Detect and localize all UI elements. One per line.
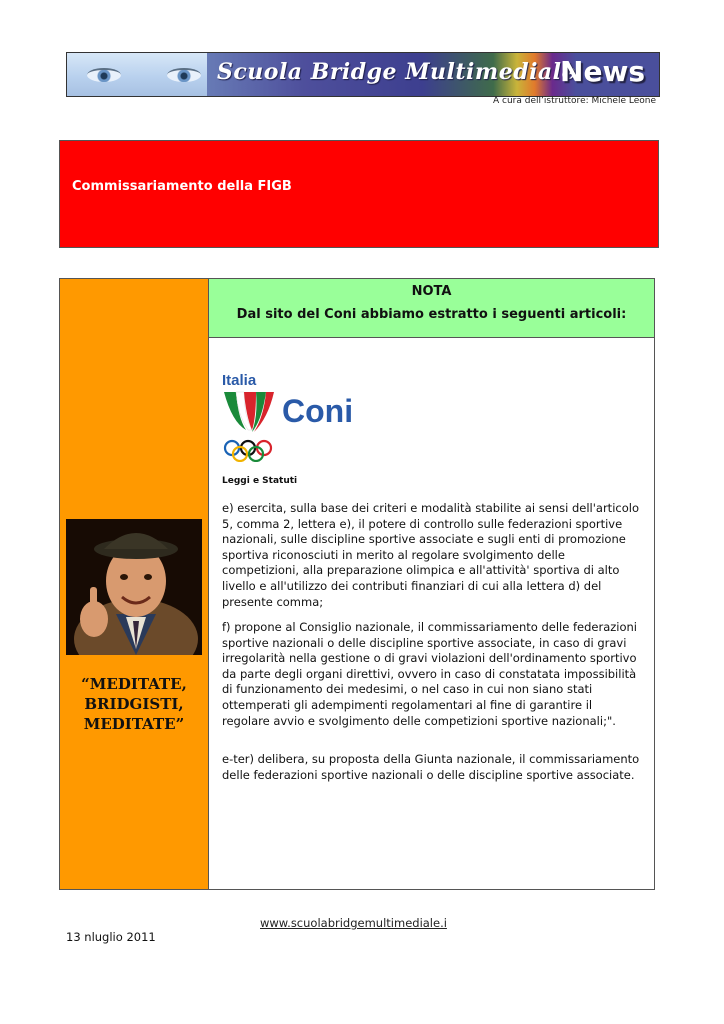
banner-title: Scuola Bridge Multimediale	[217, 59, 577, 85]
logo-line1: Italia	[222, 372, 257, 389]
coni-logo	[222, 370, 372, 462]
portrait-illustration	[66, 519, 202, 655]
article-paragraph: e) esercita, sulla base dei criteri e modalità stabilite ai sensi dell'articolo 5, comma 2, lettera e), il potere di controllo sulle federazioni sportive nazionali, sulle discipline sportive associate e sugli enti di promozione sportiva riconosciuti in merito al regolare svolgimento delle competizioni, alla preparazione olimpica e all'attività' sportiva di alto livello e all'utilizzo dei contributi finanziari di cui alla lettera d) del presente comma;	[222, 501, 639, 609]
issue-date: 13 nluglio 2011	[66, 930, 156, 944]
eyes-image	[67, 53, 207, 96]
portrait-photo	[66, 519, 202, 655]
sidebar-quote: “MEDITATE, BRIDGISTI, MEDITATE”	[81, 675, 187, 733]
right-eye-icon	[167, 68, 201, 82]
section-title: Commissariamento della FIGB	[72, 179, 292, 194]
article-paragraph: f) propone al Consiglio nazionale, il commissariamento delle federazioni sportive nazionali o delle discipline sportive associate, in caso di gravi irregolarità nella gestione o di gravi violazioni dell'ordinamento sportivo da parte degli organi direttivi, ovvero in caso di constatata impossibilità di funzionamento dei medesimi, o nel caso in cui non siano stati ottemperati gli adempimenti regolamentari al fine di garantire il regolare avvio e svolgimento delle competizioni sportive nazionali;".	[222, 620, 637, 728]
article-content	[209, 338, 654, 889]
tricolor-flag-icon	[224, 392, 274, 432]
logo-line2: Coni	[282, 393, 354, 429]
nota-subtitle: Dal sito del Coni abbiamo estratto i seguenti articoli:	[236, 307, 627, 322]
banner-news-label: News	[560, 55, 645, 88]
nota-title: NOTA	[411, 284, 452, 299]
coni-logo-graphic	[222, 370, 372, 462]
olympic-rings-icon	[225, 441, 271, 461]
section-header-box	[59, 140, 659, 248]
sidebar-column	[60, 279, 209, 889]
article-heading: Leggi e Statuti	[222, 476, 298, 486]
newsletter-banner	[66, 52, 660, 97]
instructor-credit: A cura dell’istruttore: Michele Leone	[493, 96, 656, 106]
left-eye-icon	[87, 68, 121, 82]
nota-box	[209, 279, 654, 338]
website-link[interactable]: www.scuolabridgemultimediale.i	[260, 916, 447, 930]
article-table	[59, 278, 655, 890]
article-paragraph: e-ter) delibera, su proposta della Giunta nazionale, il commissariamento delle federazioni sportive nazionali o delle discipline sportive associate.	[222, 752, 640, 782]
